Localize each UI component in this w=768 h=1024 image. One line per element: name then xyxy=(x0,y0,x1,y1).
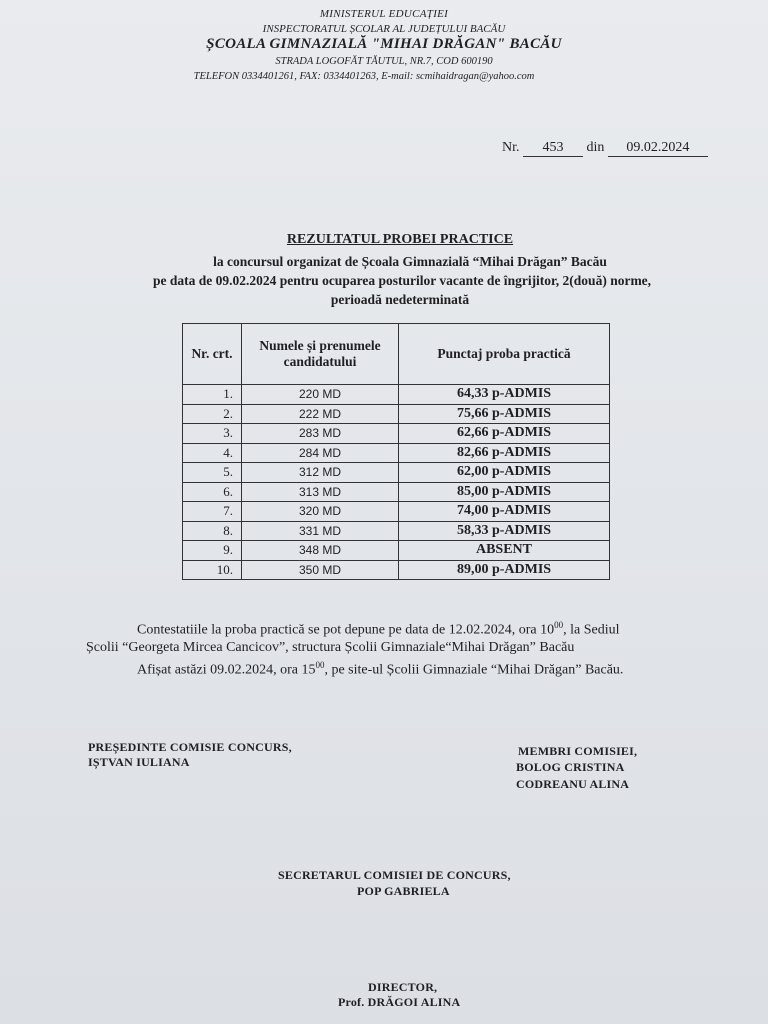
row-nr: 10. xyxy=(183,560,242,580)
table-row xyxy=(183,541,610,561)
row-nr: 2. xyxy=(183,404,242,424)
member-2: CODREANU ALINA xyxy=(516,777,630,791)
table-row xyxy=(183,463,610,483)
school-contact: TELEFON 0334401261, FAX: 0334401263, E-mail: scmihaidragan@yahoo.com xyxy=(193,71,535,82)
row-name: 284 MD xyxy=(242,443,399,463)
secretary-name: POP GABRIELA xyxy=(357,884,450,898)
row-name: 350 MD xyxy=(242,560,399,580)
posted-note xyxy=(137,660,623,679)
row-score: 85,00 p-ADMIS xyxy=(399,482,610,502)
row-nr: 5. xyxy=(183,463,242,483)
row-score: 58,33 p-ADMIS xyxy=(399,521,610,541)
appeals-location: , la Sediul xyxy=(563,622,620,638)
president-title: PREȘEDINTE COMISIE CONCURS, xyxy=(88,740,292,754)
inspectorate-line: INSPECTORATUL ȘCOLAR AL JUDEȚULUI BACĂU xyxy=(262,23,506,35)
ministry-line: MINISTERUL EDUCAȚIEI xyxy=(319,8,449,20)
row-score: 82,66 p-ADMIS xyxy=(399,443,610,463)
nr-label: Nr. xyxy=(502,140,520,155)
row-nr: 7. xyxy=(183,502,242,522)
president-name: IȘTVAN IULIANA xyxy=(88,755,190,769)
row-nr: 6. xyxy=(183,482,242,502)
posted-text: Afișat astăzi 09.02.2024, ora 15 xyxy=(137,662,316,678)
member-1: BOLOG CRISTINA xyxy=(516,760,625,774)
appeals-note xyxy=(137,620,620,639)
header-score: Punctaj proba practică xyxy=(399,324,610,385)
row-nr: 8. xyxy=(183,521,242,541)
row-nr: 3. xyxy=(183,424,242,444)
row-score: 75,66 p-ADMIS xyxy=(399,404,610,424)
row-score: 89,00 p-ADMIS xyxy=(399,560,610,580)
header-name: Numele și prenumele candidatului xyxy=(242,324,399,385)
row-score: 74,00 p-ADMIS xyxy=(399,502,610,522)
row-nr: 1. xyxy=(183,385,242,405)
row-name: 222 MD xyxy=(242,404,399,424)
secretary-title: SECRETARUL COMISIEI DE CONCURS, xyxy=(278,868,511,882)
row-name: 313 MD xyxy=(242,482,399,502)
row-name: 331 MD xyxy=(242,521,399,541)
table-row xyxy=(183,521,610,541)
members-title: MEMBRI COMISIEI, xyxy=(518,744,638,758)
table-row xyxy=(183,502,610,522)
table-header-row xyxy=(183,324,610,385)
row-name: 283 MD xyxy=(242,424,399,444)
school-address: STRADA LOGOFĂT TĂUTUL, NR.7, COD 600190 xyxy=(275,56,493,67)
din-label: din xyxy=(586,140,605,155)
row-name: 320 MD xyxy=(242,502,399,522)
table-row xyxy=(183,424,610,444)
appeals-text: Contestatiile la proba practică se pot depune pe data de 12.02.2024, ora 10 xyxy=(137,622,555,638)
table-row xyxy=(183,385,610,405)
row-name: 220 MD xyxy=(242,385,399,405)
subtitle-line-1: la concursul organizat de Școala Gimnazială “Mihai Drăgan” Bacău xyxy=(213,254,607,269)
subtitle-line-3: perioadă nedeterminată xyxy=(330,292,470,307)
table-row xyxy=(183,443,610,463)
posted-site: , pe site-ul Școlii Gimnaziale “Mihai Drăgan” Bacău. xyxy=(324,662,624,678)
director-title: DIRECTOR, xyxy=(368,980,438,994)
registration-number xyxy=(502,140,708,157)
row-score: 62,66 p-ADMIS xyxy=(399,424,610,444)
row-nr: 9. xyxy=(183,541,242,561)
date-value: 09.02.2024 xyxy=(608,140,708,157)
appeals-hour-sup: 00 xyxy=(554,620,564,630)
row-score: 64,33 p-ADMIS xyxy=(399,385,610,405)
row-nr: 4. xyxy=(183,443,242,463)
row-score: 62,00 p-ADMIS xyxy=(399,463,610,483)
nr-value: 453 xyxy=(523,140,583,157)
document-title: REZULTATUL PROBEI PRACTICE xyxy=(286,232,514,247)
results-table xyxy=(182,323,610,580)
row-score: ABSENT xyxy=(399,541,610,561)
header-nr: Nr. crt. xyxy=(183,324,242,385)
director-name: Prof. DRĂGOI ALINA xyxy=(338,995,461,1009)
subtitle-line-2: pe data de 09.02.2024 pentru ocuparea posturilor vacante de îngrijitor, 2(două) norme, xyxy=(152,273,652,288)
appeals-note-cont: Școlii “Georgeta Mircea Cancicov”, structura Școlii Gimnaziale“Mihai Drăgan” Bacău xyxy=(86,640,575,655)
table-row xyxy=(183,560,610,580)
row-name: 348 MD xyxy=(242,541,399,561)
school-name: ȘCOALA GIMNAZIALĂ "MIHAI DRĂGAN" BACĂU xyxy=(206,36,562,52)
posted-hour-sup: 00 xyxy=(315,660,325,670)
row-name: 312 MD xyxy=(242,463,399,483)
table-row xyxy=(183,404,610,424)
table-row xyxy=(183,482,610,502)
